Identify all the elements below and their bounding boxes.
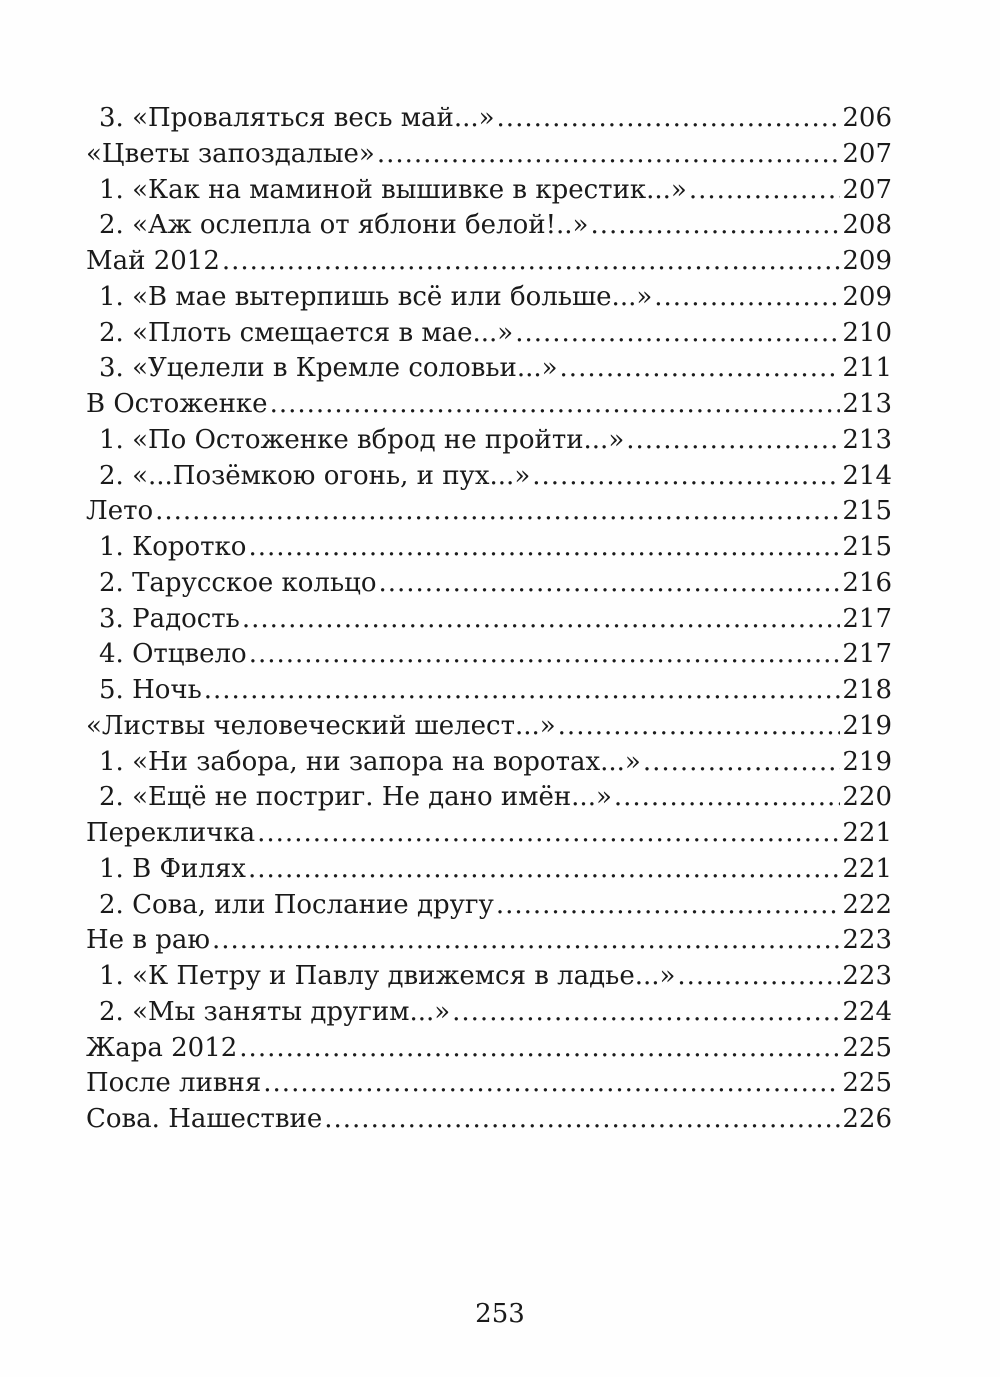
- toc-entry-page: 210: [842, 317, 892, 348]
- toc-entry-page: 221: [842, 853, 892, 884]
- toc-entry-page: 223: [842, 925, 892, 956]
- toc-leader-dots: [378, 566, 840, 602]
- toc-entry: [86, 316, 892, 352]
- toc-entry-page: 225: [842, 1068, 892, 1099]
- toc-entry-page: 217: [842, 603, 892, 634]
- toc-entry-page: 211: [842, 353, 892, 384]
- toc-entry-title: 2. Тарусское кольцо: [99, 567, 377, 598]
- toc-entry-page: 214: [842, 460, 892, 491]
- toc-leader-dots: [532, 459, 840, 495]
- toc-entry: [86, 208, 892, 244]
- toc-entry: [86, 995, 892, 1031]
- toc-entry-page: 220: [842, 782, 892, 813]
- toc-entry-page: 219: [842, 746, 892, 777]
- toc-entry: [86, 602, 892, 638]
- toc-entry: [86, 137, 892, 173]
- toc-entry-title: Перекличка: [86, 818, 256, 848]
- toc-leader-dots: [377, 137, 841, 173]
- toc-leader-dots: [257, 816, 840, 852]
- toc-entry: [86, 494, 892, 530]
- toc-entry: [86, 459, 892, 495]
- toc-entry: [86, 745, 892, 781]
- toc-entry-page: 218: [842, 675, 892, 705]
- page-number: 253: [475, 1299, 525, 1329]
- toc-leader-dots: [249, 637, 841, 673]
- toc-entry: [86, 816, 892, 852]
- toc-entry-page: 209: [842, 246, 892, 276]
- toc-entry-page: 208: [842, 210, 892, 241]
- toc-entry-page: 207: [842, 138, 892, 169]
- toc-entry-title: Лето: [86, 496, 154, 527]
- toc-entry: [86, 566, 892, 602]
- toc-leader-dots: [239, 1031, 840, 1067]
- toc-entry-page: 207: [842, 174, 892, 205]
- toc-entry: [86, 351, 892, 387]
- toc-entry: [86, 1102, 892, 1138]
- toc-leader-dots: [626, 423, 840, 459]
- toc-leader-dots: [689, 173, 841, 209]
- toc-entry-page: 226: [842, 1104, 892, 1134]
- toc-entry-title: 4. Отцвело: [99, 639, 247, 670]
- toc-entry-title: 1. «Как на маминой вышивке в крестик...»: [99, 174, 687, 205]
- toc-entry-title: 2. «Аж ослепла от яблони белой!..»: [99, 210, 589, 241]
- toc-entry-title: Сова. Нашествие: [86, 1104, 323, 1134]
- toc-leader-dots: [270, 387, 841, 423]
- toc-entry: [86, 852, 892, 888]
- toc-leader-dots: [515, 316, 840, 352]
- toc-entry-title: 3. «Уцелели в Кремле соловьи...»: [99, 353, 558, 384]
- toc-entry-title: 3. Радость: [99, 603, 240, 634]
- toc-leader-dots: [654, 280, 840, 316]
- toc-entry: [86, 673, 892, 709]
- toc-entry-page: 224: [842, 996, 892, 1027]
- toc-entry-page: 215: [842, 532, 892, 562]
- toc-leader-dots: [452, 995, 840, 1031]
- toc-leader-dots: [222, 244, 840, 280]
- toc-entry-page: 223: [842, 961, 892, 991]
- toc-entry-page: 216: [842, 567, 892, 598]
- toc-entry: [86, 923, 892, 959]
- toc-leader-dots: [212, 923, 840, 959]
- toc-entry-page: 209: [842, 281, 892, 312]
- toc-entry-title: 2. «Ещё не постриг. Не дано имён...»: [99, 782, 612, 813]
- toc-entry: [86, 888, 892, 924]
- toc-entry-title: 1. В Филях: [99, 853, 246, 884]
- toc-entry-title: «Цветы запоздалые»: [86, 138, 375, 169]
- toc-entry-page: 219: [842, 710, 892, 741]
- toc-entry: [86, 637, 892, 673]
- toc-entry: [86, 423, 892, 459]
- toc-leader-dots: [155, 494, 840, 530]
- toc-entry-page: 217: [842, 639, 892, 670]
- toc-entry-page: 213: [842, 389, 892, 419]
- toc-entry-title: Не в раю: [86, 925, 211, 956]
- toc-entry-title: 1. «Ни забора, ни запора на воротах...»: [99, 746, 641, 777]
- toc-entry: [86, 1031, 892, 1067]
- toc-leader-dots: [263, 1066, 840, 1102]
- toc-entry: [86, 530, 892, 566]
- toc-leader-dots: [497, 101, 841, 137]
- toc-entry-title: 1. Коротко: [99, 532, 247, 562]
- toc-entry-title: 2. «...Позёмкою огонь, и пух...»: [99, 460, 531, 491]
- toc-entry: [86, 280, 892, 316]
- toc-entry-title: В Остоженке: [86, 389, 268, 419]
- toc-leader-dots: [204, 673, 841, 709]
- toc-entry: [86, 173, 892, 209]
- table-of-contents: [86, 101, 892, 1138]
- toc-entry: [86, 780, 892, 816]
- toc-leader-dots: [643, 745, 841, 781]
- toc-leader-dots: [677, 959, 840, 995]
- toc-entry-title: 2. «Плоть смещается в мае...»: [99, 317, 514, 348]
- toc-entry: [86, 387, 892, 423]
- toc-entry-title: «Листвы человеческий шелест...»: [86, 710, 556, 741]
- toc-leader-dots: [614, 780, 840, 816]
- toc-leader-dots: [496, 888, 841, 924]
- toc-entry-page: 225: [842, 1032, 892, 1063]
- toc-entry-title: 1. «По Остоженке вброд не пройти...»: [99, 424, 625, 455]
- toc-entry-title: После ливня: [86, 1068, 262, 1099]
- toc-entry-title: 2. Сова, или Послание другу: [99, 889, 494, 920]
- toc-leader-dots: [324, 1102, 840, 1138]
- toc-entry-title: Май 2012: [86, 246, 220, 276]
- toc-entry-title: Жара 2012: [86, 1032, 238, 1063]
- toc-entry-title: 5. Ночь: [99, 675, 202, 705]
- toc-entry-title: 3. «Проваляться весь май...»: [99, 103, 495, 133]
- toc-entry-page: 222: [842, 889, 892, 920]
- toc-entry-page: 215: [842, 496, 892, 527]
- toc-leader-dots: [590, 208, 840, 244]
- toc-entry-page: 206: [842, 103, 892, 133]
- toc-entry-title: 1. «К Петру и Павлу движемся в ладье...»: [99, 961, 676, 991]
- toc-entry: [86, 101, 892, 137]
- toc-leader-dots: [560, 351, 841, 387]
- toc-leader-dots: [248, 530, 840, 566]
- toc-leader-dots: [242, 602, 841, 638]
- toc-entry: [86, 959, 892, 995]
- toc-entry-page: 221: [842, 818, 892, 848]
- toc-entry: [86, 709, 892, 745]
- toc-leader-dots: [248, 852, 840, 888]
- toc-entry: [86, 1066, 892, 1102]
- toc-entry-title: 1. «В мае вытерпишь всё или больше...»: [99, 281, 653, 312]
- toc-leader-dots: [558, 709, 841, 745]
- toc-entry-title: 2. «Мы заняты другим...»: [99, 996, 451, 1027]
- toc-entry: [86, 244, 892, 280]
- toc-entry-page: 213: [842, 424, 892, 455]
